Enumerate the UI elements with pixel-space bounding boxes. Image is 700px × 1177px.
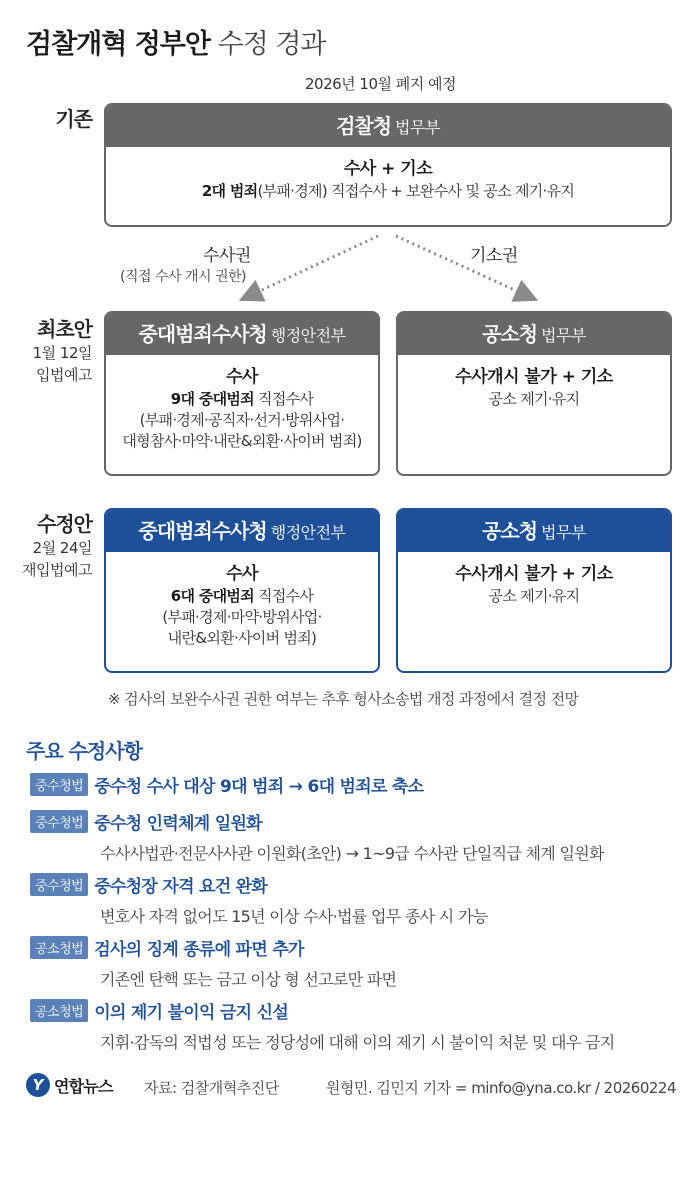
edge-label-indictment: 기소권 — [470, 246, 518, 266]
change-head: 검사의 징계 종류에 파면 추가 — [94, 940, 304, 960]
arrow-left — [247, 236, 378, 297]
agency-name: 공소청 — [482, 519, 538, 543]
line-bold: 6대 중대범죄 — [170, 587, 254, 605]
box-body — [106, 355, 378, 452]
change-item — [30, 872, 487, 927]
ministry-name: 법무부 — [541, 326, 586, 345]
box-header — [106, 313, 378, 355]
first-draft-indictment-box — [396, 311, 672, 476]
row-date: 2월 24일 — [32, 539, 92, 557]
changes-title: 주요 수정사항 — [26, 739, 142, 763]
row-heading: 기존 — [55, 107, 92, 131]
ministry-name: 법무부 — [395, 118, 440, 137]
line-bold: 2대 범죄 — [201, 182, 258, 200]
row-note: 재입법예고 — [22, 561, 92, 579]
yonhap-logo — [26, 1073, 113, 1097]
agency-name: 검찰청 — [336, 114, 392, 138]
row-note: 입법예고 — [36, 366, 92, 384]
title-bold: 검찰개혁 정부안 — [26, 29, 210, 60]
change-item — [30, 772, 423, 797]
law-tag: 공소청법 — [30, 999, 88, 1022]
box-main: 수사 + 기소 — [343, 159, 433, 179]
row-date: 1월 12일 — [32, 344, 92, 362]
revised-investigation-box — [104, 508, 380, 673]
source-text: 자료: 검찰개혁추진단 — [144, 1079, 279, 1097]
law-tag: 중수청법 — [30, 873, 88, 896]
box-line: 공소 제기·유지 — [488, 390, 580, 408]
box-header — [398, 510, 670, 552]
change-desc: 기존엔 탄핵 또는 금고 이상 형 선고로만 파면 — [100, 970, 397, 989]
edge-label-investigation: 수사권 — [203, 246, 251, 266]
box-main: 수사개시 불가 + 기소 — [455, 367, 613, 387]
box-main: 수사 — [226, 564, 258, 584]
law-tag: 중수청법 — [30, 810, 88, 833]
ministry-name: 행정안전부 — [270, 523, 346, 542]
box-detail: (부패·경제·마약·방위사업· — [162, 608, 322, 626]
agency-name: 공소청 — [482, 322, 538, 346]
change-item — [30, 935, 396, 990]
change-item — [30, 998, 614, 1053]
row-heading: 수정안 — [37, 512, 92, 536]
row-heading: 최초안 — [37, 317, 92, 341]
line-rest: 직접수사 — [253, 390, 314, 408]
box-body — [106, 552, 378, 649]
box-line — [106, 389, 378, 410]
footnote: ※ 검사의 보완수사권 권한 여부는 추후 형사소송법 개정 과정에서 결정 전망 — [108, 690, 579, 708]
credit-text: 원형민. 김민지 기자 = minfo@yna.co.kr / 20260224 — [325, 1079, 676, 1097]
box-body — [398, 355, 670, 410]
box-line — [106, 586, 378, 607]
flow-arrows — [0, 0, 700, 320]
law-tag: 공소청법 — [30, 936, 88, 959]
ministry-name: 법무부 — [541, 523, 586, 542]
line-bold: 9대 중대범죄 — [170, 390, 254, 408]
box-header — [398, 313, 670, 355]
ministry-name: 행정안전부 — [270, 326, 346, 345]
title-light: 수정 경과 — [217, 29, 326, 60]
change-desc: 변호사 자격 없어도 15년 이상 수사·법률 업무 종사 시 가능 — [100, 907, 488, 926]
line-rest: 직접수사 — [253, 587, 314, 605]
logo-text: 연합뉴스 — [54, 1076, 113, 1096]
change-desc: 지휘·감독의 적법성 또는 정당성에 대해 이의 제기 시 불이익 처분 및 대우 금지 — [100, 1033, 615, 1052]
box-main: 수사개시 불가 + 기소 — [455, 564, 613, 584]
box-line: 공소 제기·유지 — [488, 587, 580, 605]
edge-sub-investigation: (직접 수사 개시 권한) — [120, 269, 246, 285]
box-body — [398, 552, 670, 607]
agency-name: 중대범죄수사청 — [138, 322, 267, 346]
logo-mark-icon: Y — [26, 1073, 50, 1097]
box-header — [106, 510, 378, 552]
change-head: 중수청 수사 대상 9대 범죄 → 6대 범죄로 축소 — [94, 777, 424, 797]
change-head: 중수청 인력체계 일원화 — [94, 814, 262, 834]
abolish-note: 2026년 10월 폐지 예정 — [305, 75, 457, 93]
row-label-first — [33, 313, 92, 386]
row-label-revised — [22, 508, 92, 581]
change-head: 이의 제기 불이익 금지 신설 — [94, 1003, 289, 1023]
line-rest: (부패·경제) 직접수사 + 보완수사 및 공소 제기·유지 — [257, 182, 575, 200]
change-head: 중수청장 자격 요건 완화 — [94, 877, 268, 897]
box-detail: (부패·경제·공직자·선거·방위사업· — [139, 411, 345, 429]
box-main: 수사 — [226, 367, 258, 387]
agency-name: 중대범죄수사청 — [138, 519, 267, 543]
change-desc: 수사사법관·전문사사관 이원화(초안) → 1~9급 수사관 단일직급 체계 일원화 — [100, 844, 604, 863]
first-draft-investigation-box — [104, 311, 380, 476]
law-tag: 중수청법 — [30, 773, 88, 796]
change-item — [30, 809, 604, 864]
box-detail: 내란&외환·사이버 범죄) — [167, 629, 317, 647]
revised-indictment-box — [396, 508, 672, 673]
box-detail: 대형참사·마약·내란&외환·사이버 범죄) — [122, 432, 362, 450]
footer — [26, 1073, 676, 1103]
